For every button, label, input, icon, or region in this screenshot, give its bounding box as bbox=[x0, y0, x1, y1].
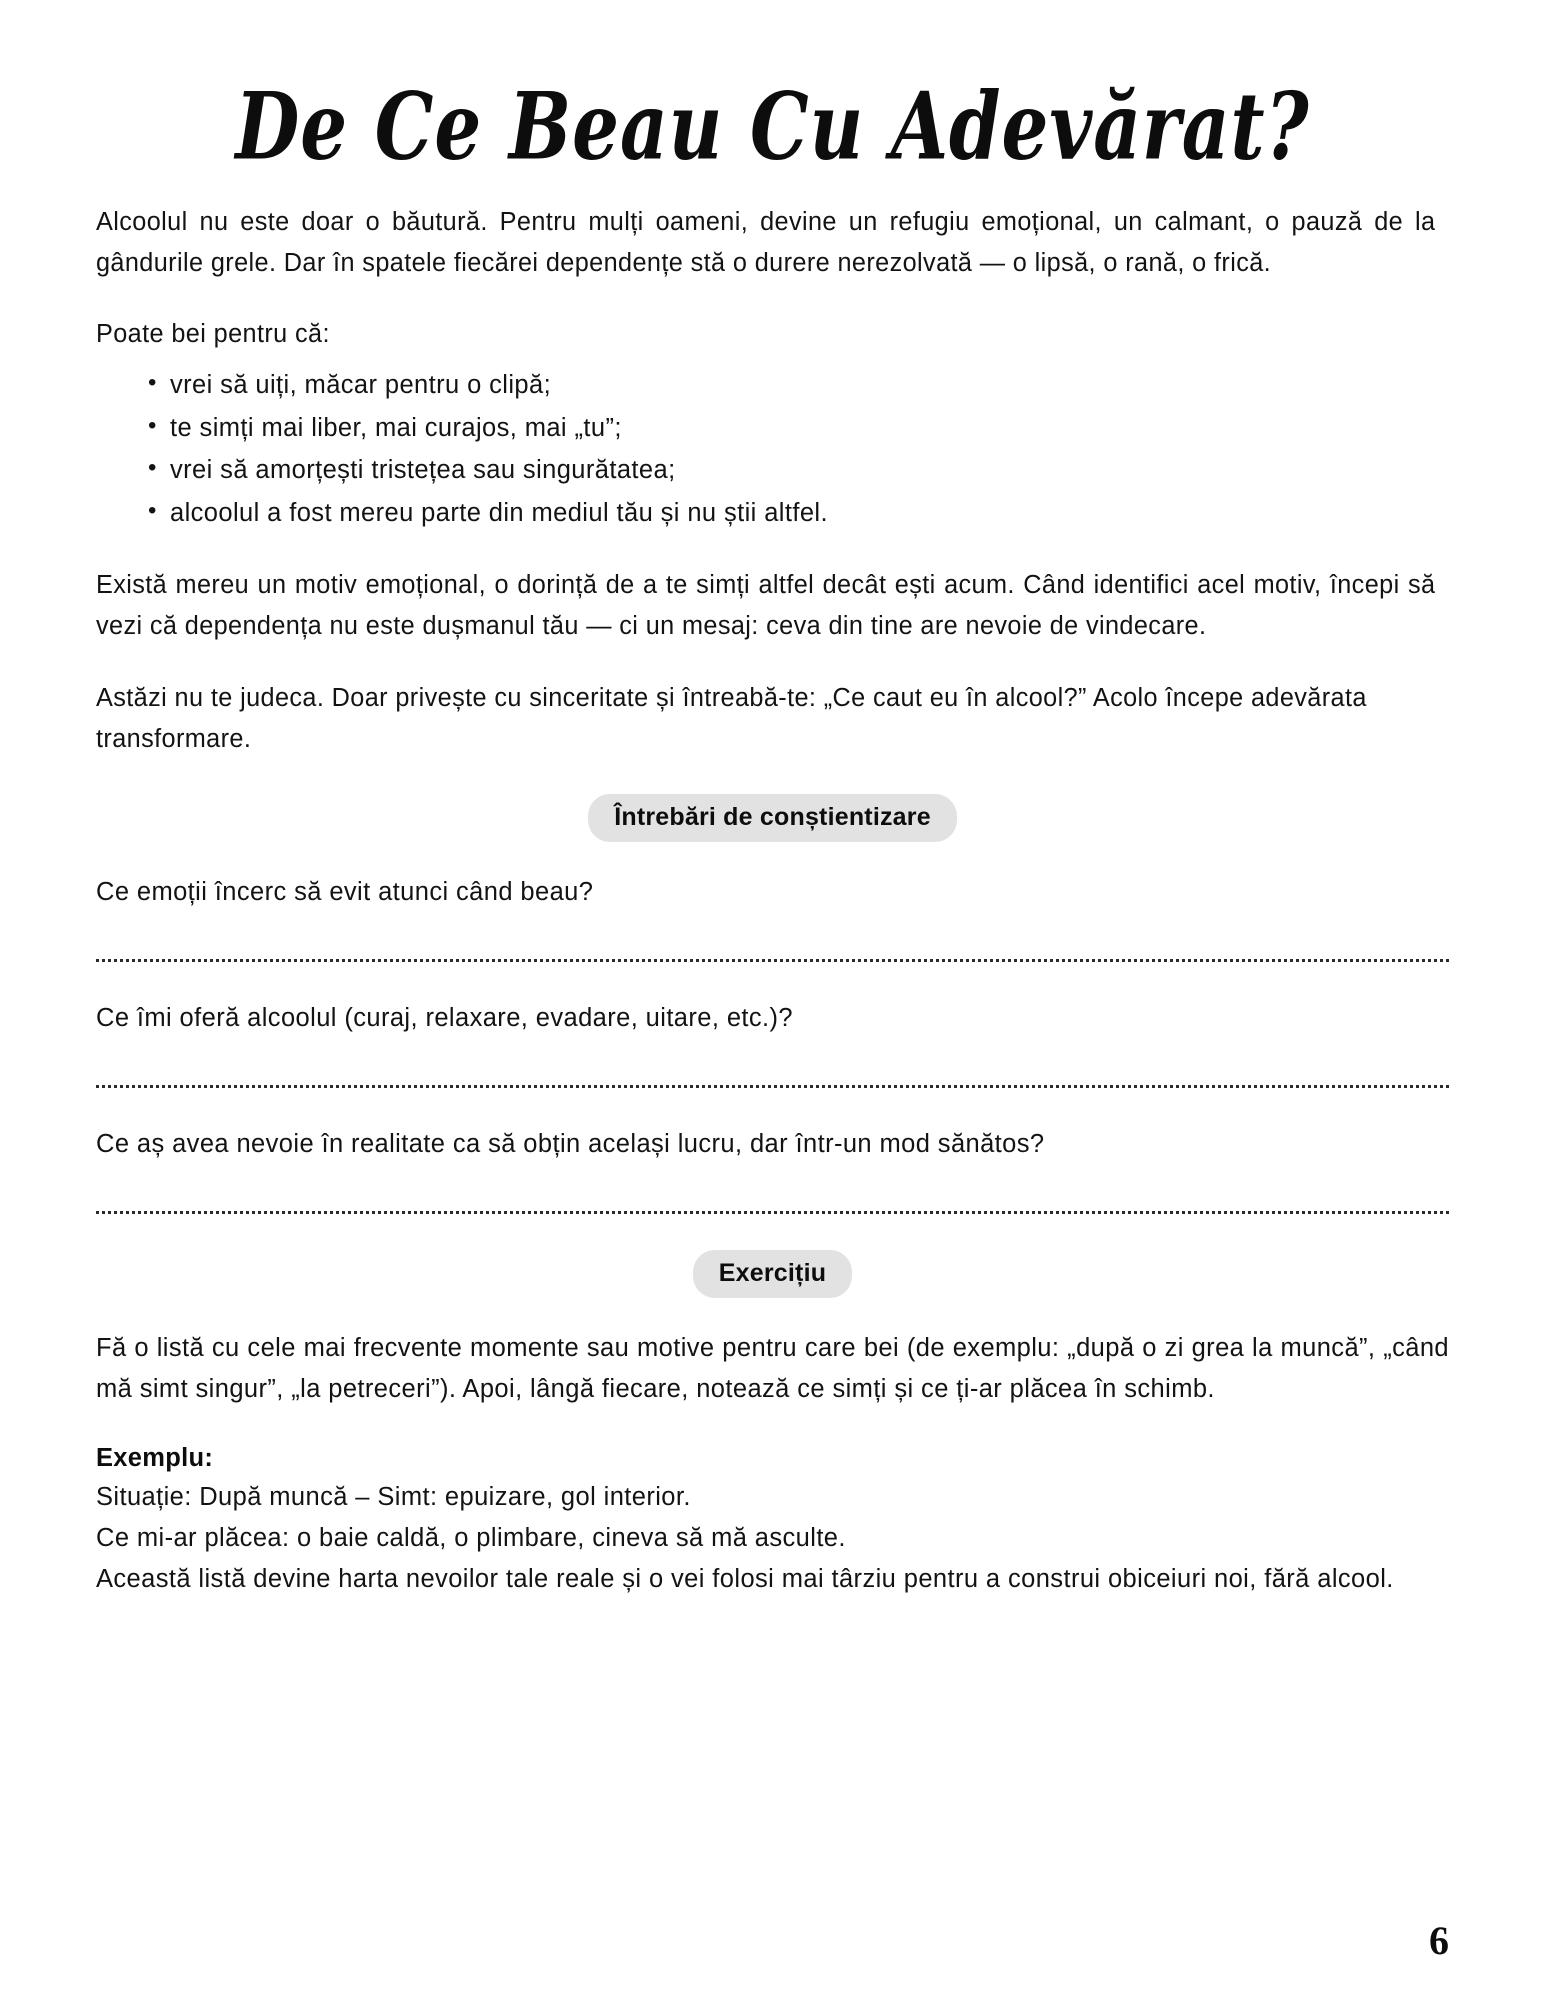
page-title: De Ce Beau Cu Adevărat? bbox=[235, 71, 1310, 181]
awareness-badge-row bbox=[96, 794, 1449, 842]
awareness-section-badge: Întrebări de conștientizare bbox=[588, 794, 957, 842]
example-line: Această listă devine harta nevoilor tale reale și o vei folosi mai târziu pentru a construi obiceiuri noi, fără alcool. bbox=[96, 1564, 1394, 1593]
example-line: Situație: După muncă – Simt: epuizare, gol interior. bbox=[96, 1483, 691, 1512]
page-number: 6 bbox=[1429, 1918, 1449, 1963]
exercise-badge-row bbox=[96, 1250, 1449, 1298]
intro-paragraph-3: Astăzi nu te judeca. Doar privește cu sinceritate și întreabă-te: „Ce caut eu în alcool?” Acolo începe adevărata transformare. bbox=[96, 683, 1367, 753]
answer-line-1[interactable] bbox=[96, 959, 1449, 962]
intro-paragraph-1: Alcoolul nu este doar o băutură. Pentru mulți oameni, devine un refugiu emoțional, un calmant, o pauză de la gândurile grele. Dar în spatele fiecărei dependențe stă o durere nerezolvată — o lipsă, o rană, o frică. bbox=[96, 207, 1436, 278]
awareness-question-2: Ce îmi oferă alcoolul (curaj, relaxare, evadare, uitare, etc.)? bbox=[96, 1003, 794, 1032]
list-item: • alcoolul a fost mereu parte din mediul tău și nu știi altfel. bbox=[148, 492, 1449, 535]
example-heading: Exemplu: bbox=[96, 1444, 214, 1473]
awareness-question-1: Ce emoții încerc să evit atunci când beau? bbox=[96, 878, 594, 907]
reasons-bullet-list bbox=[96, 364, 1449, 535]
list-item: • vrei să uiți, măcar pentru o clipă; bbox=[148, 364, 1449, 407]
intro-paragraph-2: Există mereu un motiv emoțional, o dorință de a te simți altfel decât ești acum. Când identifici acel motiv, începi să vezi că dependența nu este dușmanul tău — ci un mesaj: ceva din tine are nevoie de vindecare. bbox=[96, 571, 1436, 641]
awareness-question-3: Ce aș avea nevoie în realitate ca să obțin același lucru, dar într-un mod sănătos? bbox=[96, 1129, 1045, 1158]
example-line: Ce mi-ar plăcea: o baie caldă, o plimbare, cineva să mă asculte. bbox=[96, 1523, 846, 1552]
list-item: • te simți mai liber, mai curajos, mai „tu”; bbox=[148, 407, 1449, 450]
list-item: • vrei să amorțești tristețea sau singurătatea; bbox=[148, 449, 1449, 492]
answer-line-2[interactable] bbox=[96, 1085, 1449, 1088]
bullet-list-intro: Poate bei pentru că: bbox=[96, 320, 330, 349]
exercise-section-badge: Exercițiu bbox=[693, 1250, 852, 1298]
answer-line-3[interactable] bbox=[96, 1211, 1449, 1214]
exercise-instruction: Fă o listă cu cele mai frecvente momente sau motive pentru care bei (de exemplu: „după o zi grea la muncă”, „când mă simt singur”, „la petreceri”). Apoi, lângă fiecare, notează ce simți și ce ți-ar plăcea în schimb. bbox=[96, 1333, 1449, 1403]
